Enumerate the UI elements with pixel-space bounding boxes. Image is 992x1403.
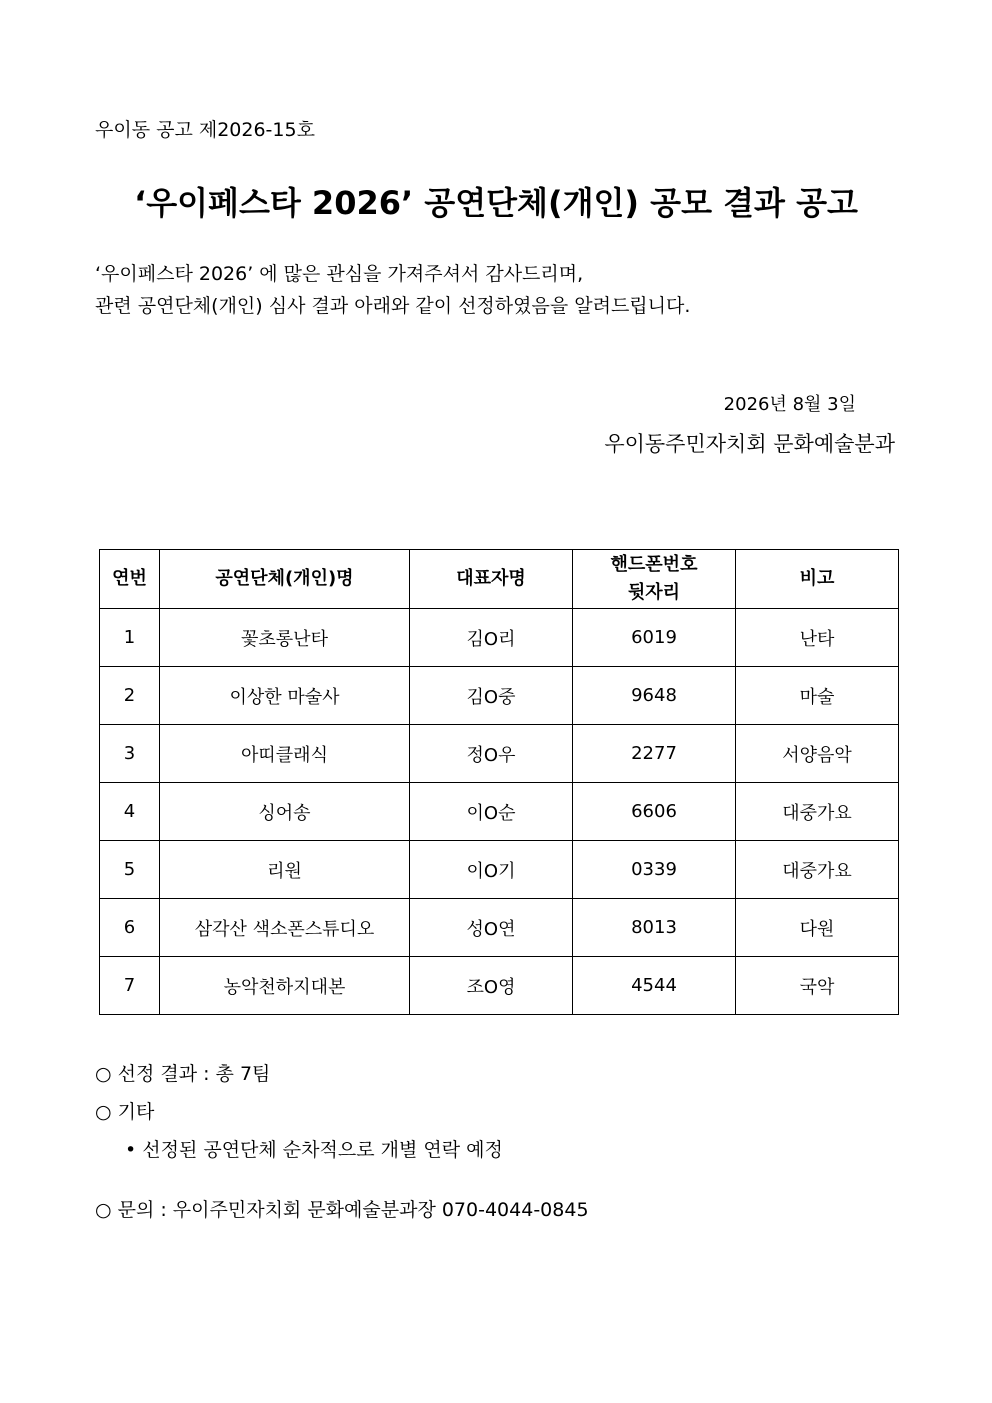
cell-note: 국악 <box>736 957 899 1015</box>
table-row <box>100 841 899 899</box>
cell-name: 이상한 마술사 <box>160 667 410 725</box>
cell-note: 대중가요 <box>736 783 899 841</box>
page-title: ‘우이페스타 2026’ 공연단체(개인) 공모 결과 공고 <box>134 184 858 222</box>
cell-phone: 6606 <box>573 783 736 841</box>
header-phone-line-1: 핸드폰번호 <box>610 554 698 575</box>
table-row <box>100 609 899 667</box>
cell-name: 꽃초롱난타 <box>160 609 410 667</box>
cell-representative: 이O순 <box>410 783 573 841</box>
cell-representative: 김O중 <box>410 667 573 725</box>
issuer-organization: 우이동주민자치회 문화예술분과 <box>604 432 895 456</box>
cell-phone: 8013 <box>573 899 736 957</box>
issue-date: 2026년 8월 3일 <box>723 394 856 415</box>
cell-no: 1 <box>100 609 160 667</box>
table-header-row <box>100 550 899 609</box>
summary-section <box>95 1060 503 1174</box>
cell-note: 대중가요 <box>736 841 899 899</box>
table-row <box>100 899 899 957</box>
cell-name: 리원 <box>160 841 410 899</box>
cell-phone: 4544 <box>573 957 736 1015</box>
cell-phone: 2277 <box>573 725 736 783</box>
cell-no: 7 <box>100 957 160 1015</box>
table-row <box>100 783 899 841</box>
header-name: 공연단체(개인)명 <box>160 550 410 609</box>
table-row <box>100 957 899 1015</box>
cell-no: 2 <box>100 667 160 725</box>
cell-name: 싱어송 <box>160 783 410 841</box>
cell-name: 농악천하지대본 <box>160 957 410 1015</box>
contact-info: ○ 문의 : 우이주민자치회 문화예술분과장 070-4044-0845 <box>95 1199 589 1221</box>
header-phone <box>573 550 736 609</box>
cell-phone: 0339 <box>573 841 736 899</box>
cell-no: 6 <box>100 899 160 957</box>
cell-representative: 조O영 <box>410 957 573 1015</box>
cell-name: 아띠클래식 <box>160 725 410 783</box>
cell-representative: 정O우 <box>410 725 573 783</box>
cell-no: 4 <box>100 783 160 841</box>
cell-representative: 김O리 <box>410 609 573 667</box>
etc-heading: ○ 기타 <box>95 1101 155 1123</box>
cell-no: 3 <box>100 725 160 783</box>
results-table <box>99 549 899 1015</box>
header-note: 비고 <box>736 550 899 609</box>
notice-number: 우이동 공고 제2026-15호 <box>95 119 315 141</box>
intro-text <box>95 258 690 322</box>
table-row <box>100 667 899 725</box>
selection-result: ○ 선정 결과 : 총 7팀 <box>95 1063 271 1085</box>
header-representative: 대표자명 <box>410 550 573 609</box>
header-phone-line-2: 뒷자리 <box>627 582 681 603</box>
cell-note: 서양음악 <box>736 725 899 783</box>
intro-line-2: 관련 공연단체(개인) 심사 결과 아래와 같이 선정하였음을 알려드립니다. <box>95 295 691 317</box>
cell-note: 난타 <box>736 609 899 667</box>
table-row <box>100 725 899 783</box>
cell-phone: 9648 <box>573 667 736 725</box>
cell-representative: 이O기 <box>410 841 573 899</box>
cell-name: 삼각산 색소폰스튜디오 <box>160 899 410 957</box>
cell-no: 5 <box>100 841 160 899</box>
cell-note: 다원 <box>736 899 899 957</box>
cell-phone: 6019 <box>573 609 736 667</box>
cell-note: 마술 <box>736 667 899 725</box>
intro-line-1: ‘우이페스타 2026’ 에 많은 관심을 가져주셔서 감사드리며, <box>95 263 584 285</box>
cell-representative: 성O연 <box>410 899 573 957</box>
header-no: 연번 <box>100 550 160 609</box>
etc-bullet: • 선정된 공연단체 순차적으로 개별 연락 예정 <box>125 1139 503 1161</box>
